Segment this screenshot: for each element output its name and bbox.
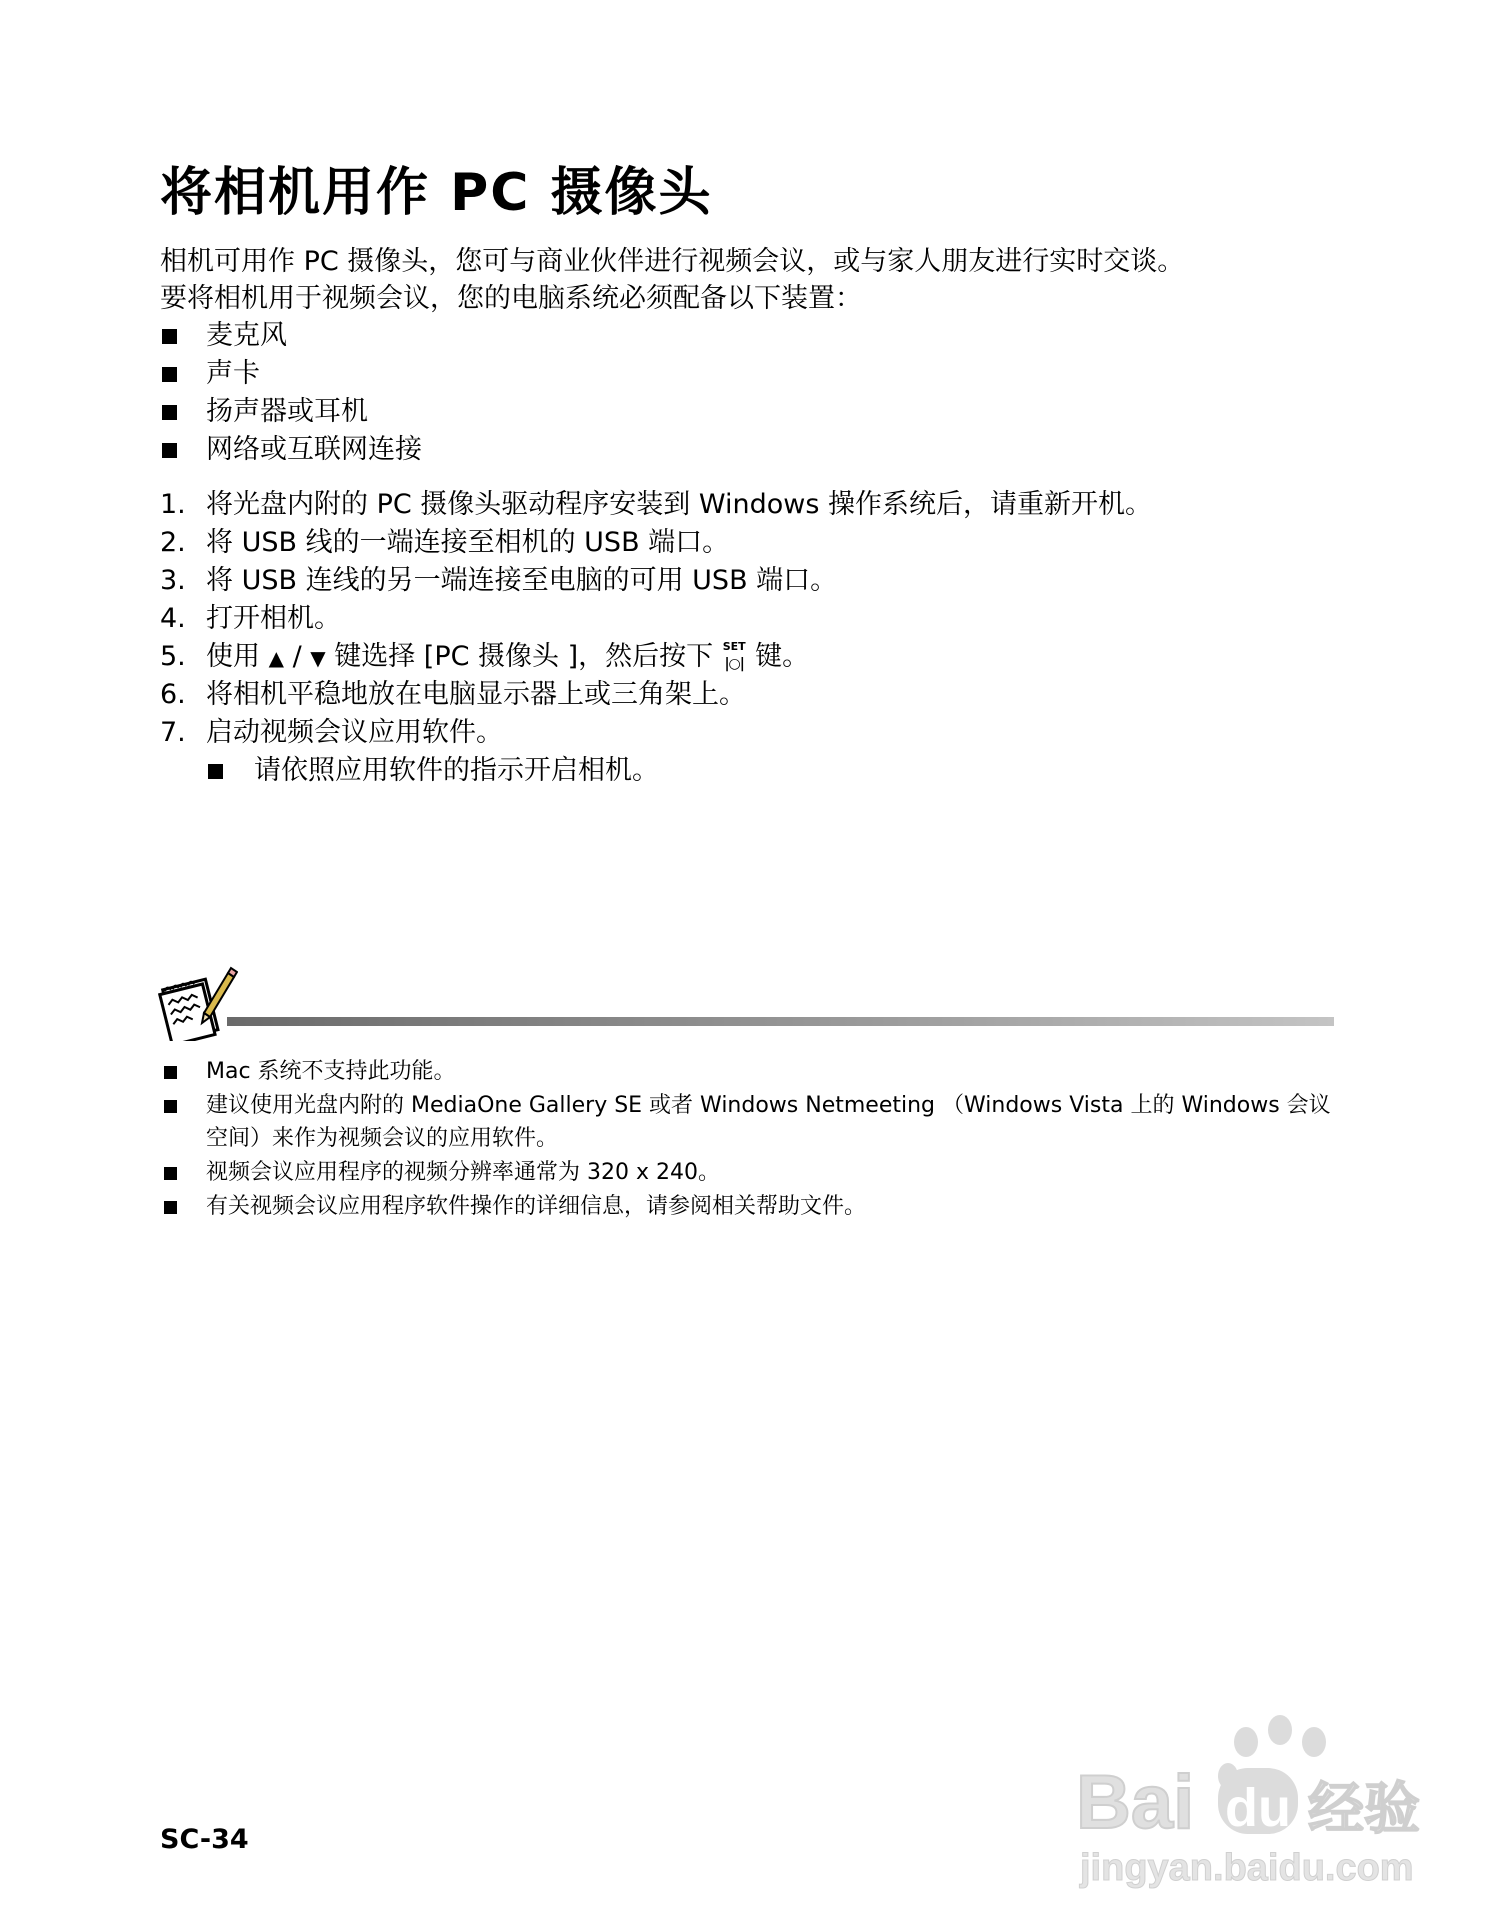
step-number: 5. <box>160 641 186 672</box>
step-text: 将相机平稳地放在电脑显示器上或三角架上。 <box>206 679 746 710</box>
square-bullet-icon <box>162 405 177 420</box>
requirement-label: 麦克风 <box>206 320 287 351</box>
page-number: SC-34 <box>160 1824 249 1855</box>
set-key-label: SET <box>722 639 746 653</box>
square-bullet-icon <box>164 1100 177 1113</box>
step-item <box>160 676 1152 714</box>
step-text-pre: 使用 <box>206 641 269 672</box>
svg-text:jingyan.baidu.com: jingyan.baidu.com <box>1080 1847 1414 1889</box>
step-text-post: 键。 <box>755 641 810 672</box>
notes-list <box>160 1055 1340 1223</box>
page-title: 将相机用作 PC 摄像头 <box>160 163 713 223</box>
step-number: 6. <box>160 679 186 710</box>
step-number: 3. <box>160 565 186 596</box>
note-item <box>160 1190 1340 1223</box>
step-number: 4. <box>160 603 186 634</box>
square-bullet-icon <box>164 1201 177 1214</box>
requirements-list <box>160 317 422 469</box>
step-7-sub-item <box>208 752 659 790</box>
step-text-sep: / <box>283 641 311 672</box>
square-bullet-icon <box>164 1066 177 1079</box>
requirement-label: 声卡 <box>206 358 260 389</box>
baidu-watermark-logo <box>1068 1690 1458 1890</box>
step-number: 2. <box>160 527 186 558</box>
set-key-icon <box>721 641 747 675</box>
note-text: 视频会议应用程序的视频分辨率通常为 320 x 240。 <box>206 1160 720 1185</box>
step-item <box>160 714 1152 752</box>
svg-text:经验: 经验 <box>1308 1777 1420 1842</box>
step-text: 将光盘内附的 PC 摄像头驱动程序安装到 Windows 操作系统后，请重新开机。 <box>206 489 1152 520</box>
note-text: 建议使用光盘内附的 MediaOne Gallery SE 或者 Windows Netmeeting （Windows Vista 上的 Windows 会议空间）来作为视频会议的应用软件。 <box>206 1093 1331 1151</box>
square-bullet-icon <box>164 1167 177 1180</box>
step-text: 启动视频会议应用软件。 <box>206 717 503 748</box>
list-item <box>160 393 422 431</box>
svg-text:Bai: Bai <box>1076 1760 1195 1845</box>
intro-line-1: 相机可用作 PC 摄像头，您可与商业伙伴进行视频会议，或与家人朋友进行实时交谈。 <box>160 246 1185 277</box>
svg-text:du: du <box>1225 1778 1291 1838</box>
down-arrow-icon: ▼ <box>310 646 326 670</box>
step-item <box>160 600 1152 638</box>
step-item <box>160 562 1152 600</box>
step-text: 将 USB 连线的另一端连接至电脑的可用 USB 端口。 <box>206 565 838 596</box>
step-item <box>160 486 1152 524</box>
step-item <box>160 638 1152 676</box>
step-number: 7. <box>160 717 186 748</box>
step-text-mid: 键选择 [PC 摄像头 ]，然后按下 <box>325 641 714 672</box>
requirement-label: 扬声器或耳机 <box>206 396 368 427</box>
up-arrow-icon: ▲ <box>268 646 284 670</box>
square-bullet-icon <box>162 443 177 458</box>
note-text: Mac 系统不支持此功能。 <box>206 1059 456 1084</box>
set-key-symbol: |○| <box>724 655 744 672</box>
steps-list <box>160 486 1152 752</box>
intro-line-2: 要将相机用于视频会议，您的电脑系统必须配备以下装置： <box>160 283 862 314</box>
list-item <box>160 317 422 355</box>
notepad-pencil-icon <box>158 963 238 1041</box>
step-text: 将 USB 线的一端连接至相机的 USB 端口。 <box>206 527 730 558</box>
sub-item-text: 请依照应用软件的指示开启相机。 <box>254 755 659 786</box>
note-text: 有关视频会议应用程序软件操作的详细信息，请参阅相关帮助文件。 <box>206 1194 867 1219</box>
list-item <box>160 431 422 469</box>
intro-text <box>160 243 1184 317</box>
note-divider <box>227 1017 1334 1026</box>
note-item <box>160 1089 1340 1155</box>
note-item <box>160 1055 1340 1088</box>
note-item <box>160 1156 1340 1189</box>
step-number: 1. <box>160 489 186 520</box>
square-bullet-icon <box>162 367 177 382</box>
requirement-label: 网络或互联网连接 <box>206 434 422 465</box>
square-bullet-icon <box>208 764 223 779</box>
square-bullet-icon <box>162 329 177 344</box>
step-text: 打开相机。 <box>206 603 341 634</box>
step-item <box>160 524 1152 562</box>
list-item <box>160 355 422 393</box>
